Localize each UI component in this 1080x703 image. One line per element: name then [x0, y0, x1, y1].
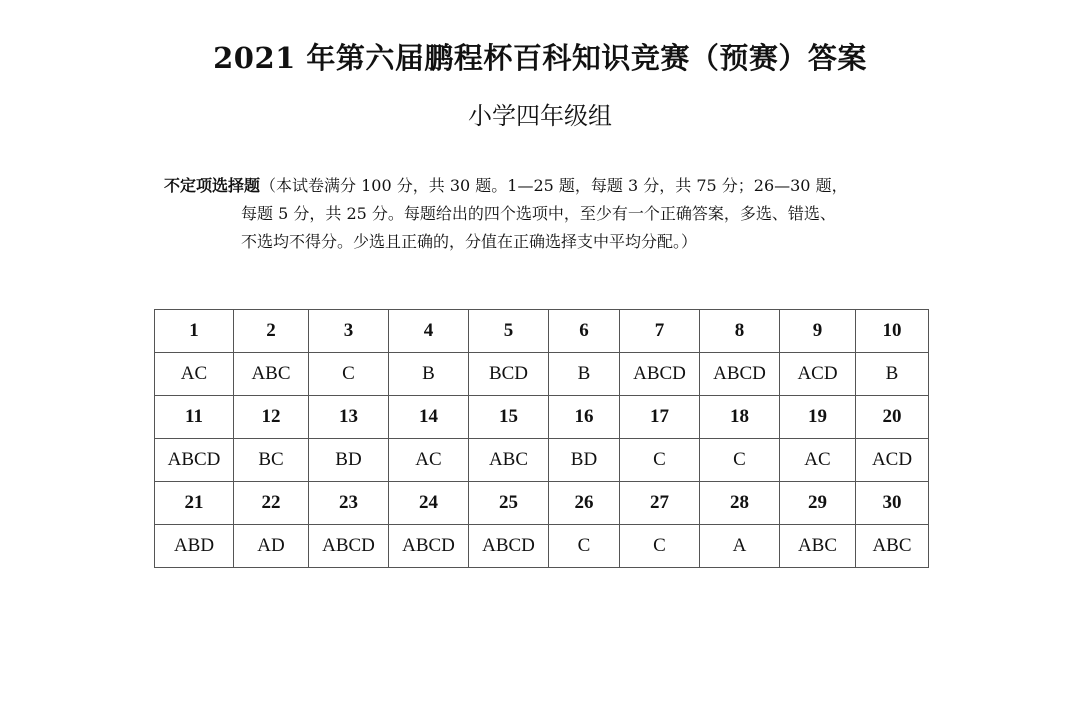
question-number-row [155, 482, 929, 525]
answer-table [154, 309, 929, 568]
question-number: 5 [469, 310, 549, 353]
question-number: 18 [700, 396, 780, 439]
question-number: 20 [856, 396, 929, 439]
answer-cell: A [700, 525, 780, 568]
answer-cell: ACD [780, 353, 856, 396]
answer-cell: BC [234, 439, 309, 482]
answer-cell: AC [389, 439, 469, 482]
answer-cell: ABCD [620, 353, 700, 396]
instructions [164, 172, 934, 256]
answer-cell: BD [309, 439, 389, 482]
answer-cell: AD [234, 525, 309, 568]
answer-cell: BCD [469, 353, 549, 396]
instructions-text-1: （本试卷满分 100 分，共 30 题。1—25 题，每题 3 分，共 75 分；26—30 题， [260, 176, 848, 195]
question-number: 16 [549, 396, 620, 439]
answer-row [155, 439, 929, 482]
question-number: 8 [700, 310, 780, 353]
question-number: 25 [469, 482, 549, 525]
question-number: 27 [620, 482, 700, 525]
answer-cell: ABCD [309, 525, 389, 568]
question-number: 12 [234, 396, 309, 439]
question-number: 4 [389, 310, 469, 353]
answer-cell: ACD [856, 439, 929, 482]
question-number-row [155, 396, 929, 439]
answer-cell: ABCD [469, 525, 549, 568]
question-number: 2 [234, 310, 309, 353]
question-number: 30 [856, 482, 929, 525]
question-number: 6 [549, 310, 620, 353]
question-number: 14 [389, 396, 469, 439]
question-number: 28 [700, 482, 780, 525]
instructions-line-3: 不选均不得分。少选且正确的，分值在正确选择支中平均分配。） [241, 232, 698, 251]
question-number: 23 [309, 482, 389, 525]
answer-cell: ABCD [155, 439, 234, 482]
question-number: 17 [620, 396, 700, 439]
page-subtitle: 小学四年级组 [468, 102, 612, 130]
answer-cell: C [549, 525, 620, 568]
question-number: 21 [155, 482, 234, 525]
answer-cell: C [700, 439, 780, 482]
answer-cell: C [620, 439, 700, 482]
question-type-label: 不定项选择题 [164, 176, 261, 195]
answer-cell: AC [155, 353, 234, 396]
question-number: 26 [549, 482, 620, 525]
question-number: 15 [469, 396, 549, 439]
answer-row [155, 353, 929, 396]
answer-cell: ABC [856, 525, 929, 568]
question-number: 24 [389, 482, 469, 525]
answer-cell: BD [549, 439, 620, 482]
answer-cell: B [389, 353, 469, 396]
instructions-line-1 [164, 172, 934, 200]
question-number: 22 [234, 482, 309, 525]
question-number: 13 [309, 396, 389, 439]
question-number: 9 [780, 310, 856, 353]
answer-cell: AC [780, 439, 856, 482]
question-number-row [155, 310, 929, 353]
answer-cell: B [856, 353, 929, 396]
question-number: 11 [155, 396, 234, 439]
question-number: 7 [620, 310, 700, 353]
answer-row [155, 525, 929, 568]
answer-cell: C [620, 525, 700, 568]
answer-cell: ABD [155, 525, 234, 568]
question-number: 1 [155, 310, 234, 353]
answer-cell: ABC [234, 353, 309, 396]
answer-cell: ABCD [700, 353, 780, 396]
question-number: 10 [856, 310, 929, 353]
instructions-line-2: 每题 5 分，共 25 分。每题给出的四个选项中，至少有一个正确答案，多选、错选、 [241, 204, 836, 223]
answer-cell: ABC [780, 525, 856, 568]
question-number: 29 [780, 482, 856, 525]
page-title: 2021 年第六届鹏程杯百科知识竞赛（预赛）答案 [213, 41, 867, 75]
answer-cell: C [309, 353, 389, 396]
answer-cell: ABC [469, 439, 549, 482]
question-number: 3 [309, 310, 389, 353]
answer-cell: ABCD [389, 525, 469, 568]
question-number: 19 [780, 396, 856, 439]
answer-cell: B [549, 353, 620, 396]
